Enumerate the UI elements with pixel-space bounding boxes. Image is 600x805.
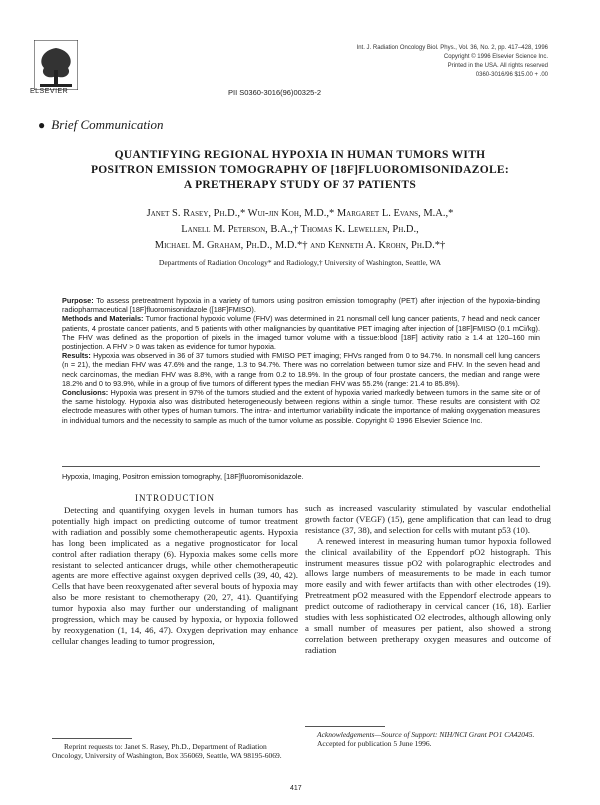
affiliation: Departments of Radiation Oncology* and Radiology,† University of Washington, Seattle, WA [158,258,442,267]
author-line: Janet S. Rasey, Ph.D.,* Wui-jin Koh, M.D.,* Margaret L. Evans, M.A.,* [146,208,454,219]
divider [62,466,540,467]
body-column-right [305,503,551,656]
conclusions-label: Conclusions: [62,388,109,398]
body-paragraph: such as increased vascularity stimulated by vascular endothelial growth factor (VEGF) (15), gene amplification that can lead to drug resistance (37, 38), and selection for cells with mutant p53 (10). [305,503,551,535]
journal-line: Printed in the USA. All rights reserved [447,63,548,69]
copyright: Copyright © 1996 Elsevier Science Inc. [355,415,483,425]
methods-text: Tumor fractional hypoxic volume (FHV) was determined in 21 nonsmall cell lung cancer patients, 7 head and neck cancer patients, 4 prostate cancer patients, and 5 patients with other malignancies by quantitative PET imaging after injection of [18F]FMISO (0.1 mCi/kg). The FHV was defined as the proportion of pixels in the imaged tumor volume with a tissue:blood [18F] activity ratio ≥ 1.4 at 120–160 min postinjection. A FHV > 0 was taken as evidence for tumor hypoxia. [62,314,541,352]
footnote-text: Accepted for publication 5 June 1996. [317,739,432,748]
title-line: POSITRON EMISSION TOMOGRAPHY OF [18F]FLUOROMISONIDAZOLE: [90,164,510,176]
abstract-methods [62,314,540,351]
page-number: 417 [290,785,302,792]
pii-identifier: PII S0360-3016(96)00325-2 [228,88,321,97]
purpose-text: To assess pretreatment hypoxia in a variety of tumors using positron emission tomography (PET) after injection of the hypoxia-binding radiopharmaceutical [18F]fluoromisonidazole ([18F]FMISO). [62,296,540,315]
abstract-purpose [62,296,540,314]
footnote-divider [305,726,385,727]
abstract [62,296,540,425]
body-paragraph: A renewed interest in measuring human tumor hypoxia followed the clinical availability of the Eppendorf pO2 histograph. This instrument measures tissue pO2 with polarographic electrodes and allows large numbers of measurements to be made in each tumor more easily and with fewer artifacts than with other electrodes (19). Pretreatment pO2 measured with the Eppendorf electrode appears to predict outcome of radiotherapy in cervical cancer (16, 18). Earlier studies with less sophisticated O2 electrodes, although allowing only a small number of measures per patient, also showed a strong correlation between pretherapy oxygen measures and outcome of radiation [305,535,551,655]
results-text: Hypoxia was observed in 36 of 37 tumors studied with FMISO PET imaging; FHVs ranged from 0 to 94.7%. In nonsmall cell lung cancers (n = 21), the median FHV was 47.6% and the range, 1.3 to 94.7%. There was no correlation between tumor size and FHV. In the seven head and neck carcinomas, the median FHV was 8.8%, with a range from 0.2 to 18.9%. In the group of four prostate cancers, the median and range were 18.2% and 0 to 93.9%, while in a group of five tumors of different types the median FHV was 55.2% (range: 21.4 to 85.8%). [62,351,540,388]
body-column-left [52,505,298,647]
footnote-reprint [52,742,298,760]
author-list [60,206,540,254]
footnote-acknowledgements [305,730,551,748]
author-line: Michael M. Graham, Ph.D., M.D.*† and Kenneth A. Krohn, Ph.D.*† [154,240,446,251]
footnote-text: Acknowledgements—Source of Support: NIH/NCI Grant PO1 CA42045. [317,730,535,739]
footnote-divider [52,738,132,739]
section-label [38,117,164,133]
section-label-text: Brief Communication [51,117,164,132]
results-label: Results: [62,351,91,361]
bullet-icon: ● [38,118,46,132]
purpose-label: Purpose: [62,296,94,305]
conclusions-text: Hypoxia was present in 97% of the tumors studied and the extent of hypoxia varied markedly between tumors in the same site or of the same histology. Hypoxia also was distributed heterogeneously between regions within a single tumor. These results are consistent with O2 electrode measures with other types of human tumors. The intra- and intertumor variability indicate the importance of making oxygenation measures in individual tumors and the necessity to sample as much of the tumor volume as possible. [62,388,540,425]
journal-line: 0360-3016/96 $15.00 + .00 [475,72,548,78]
journal-line: Copyright © 1996 Elsevier Science Inc. [443,54,548,60]
body-paragraph: Detecting and quantifying oxygen levels in human tumors has potentially high impact on predicting outcome of tumor treatment with radiation and possibly some chemotherapeutic agents. Hypoxia has long been implicated as a negative prognosticator for local control after radiation therapy (6). Hypoxia makes some cells more resistant to selected anticancer drugs, while other chemotherapeutic agents are more effective against oxygen deprived cells (39, 40, 42). Cells that have been reoxygenated after several bouts of hypoxia may also be more resistant to chemotherapy (20, 27, 41). Quantifying tumor hypoxia also may further our understanding of malignant progression, which may be caused by hypoxia, or hypoxia followed by reoxygenation (1, 14, 46, 47). Oxygen deprivation may enhance cellular changes leading to tumor progression, [52,505,298,646]
article-title [60,148,540,193]
methods-label: Methods and Materials: [62,314,144,324]
elsevier-tree-logo [34,40,78,90]
title-line: A PRETHERAPY STUDY OF 37 PATIENTS [183,179,417,191]
abstract-results [62,351,540,388]
publisher-name: ELSEVIER [30,88,69,95]
abstract-conclusions [62,388,540,425]
title-line: QUANTIFYING REGIONAL HYPOXIA IN HUMAN TUMORS WITH [114,149,486,161]
journal-line: Int. J. Radiation Oncology Biol. Phys., Vol. 36, No. 2, pp. 417–428, 1996 [356,45,548,51]
author-line: Lanell M. Peterson, B.A.,† Thomas K. Lewellen, Ph.D., [181,224,419,235]
journal-info [348,44,548,80]
keywords: Hypoxia, Imaging, Positron emission tomography, [18F]fluoromisonidazole. [62,472,304,481]
introduction-heading: INTRODUCTION [135,493,215,503]
footnote-text: Reprint requests to: Janet S. Rasey, Ph.D., Department of Radiation Oncology, University of Washington, Box 356069, Seattle, WA 98195-6069. [52,742,282,760]
